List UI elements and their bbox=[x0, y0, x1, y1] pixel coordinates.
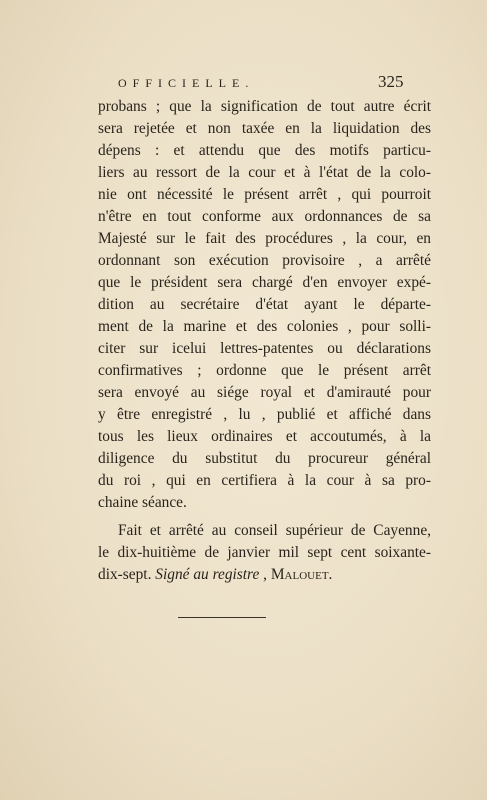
text-line: diligence du substitut du procureur général bbox=[98, 450, 431, 467]
text-line: Majesté sur le fait des procédures , la cour, en bbox=[98, 230, 431, 247]
signature-line bbox=[98, 564, 431, 586]
text-line: Fait et arrêté au conseil supérieur de Cayenne, bbox=[118, 522, 431, 539]
text-line: probans ; que la signification de tout autre écrit bbox=[98, 98, 431, 115]
text-line: dépens : et attendu que des motifs particu- bbox=[98, 142, 431, 159]
text-line: y être enregistré , lu , publié et affiché dans bbox=[98, 406, 431, 423]
text-line: ment de la marine et des colonies , pour solli- bbox=[98, 318, 431, 335]
text-line: ordonnant son exécution provisoire , a arrêté bbox=[98, 252, 431, 269]
running-head: OFFICIELLE. bbox=[118, 76, 255, 90]
body-text bbox=[98, 96, 431, 586]
paragraph-2 bbox=[98, 520, 431, 564]
page-header bbox=[0, 72, 487, 96]
text-line: sera envoyé au siége royal et d'amirauté pour bbox=[98, 384, 431, 401]
signature-separator: , bbox=[259, 566, 271, 583]
end-rule bbox=[178, 617, 266, 618]
text-line: liers au ressort de la cour et à l'état de la colo- bbox=[98, 164, 431, 181]
text-line: le dix-huitième de janvier mil sept cent soixante- bbox=[98, 544, 431, 561]
signatory-name: Malouet. bbox=[270, 566, 333, 583]
signed-register-text: Signé au registre bbox=[155, 566, 260, 583]
text-line: sera rejetée et non taxée en la liquidation des bbox=[98, 120, 431, 137]
page-number: 325 bbox=[378, 72, 404, 91]
text-line: n'être en tout conforme aux ordonnances de sa bbox=[98, 208, 431, 225]
date-end-text: dix-sept. bbox=[98, 566, 152, 583]
text-line: citer sur icelui lettres-patentes ou déclarations bbox=[98, 340, 431, 357]
text-line: dition au secrétaire d'état ayant le départe- bbox=[98, 296, 431, 313]
paragraph-1 bbox=[98, 96, 431, 514]
text-line: que le président sera chargé d'en envoyer expé- bbox=[98, 274, 431, 291]
text-line: du roi , qui en certifiera à la cour à sa pro- bbox=[98, 472, 431, 489]
text-line: chaine séance. bbox=[98, 494, 187, 511]
text-line: tous les lieux ordinaires et accoutumés, à la bbox=[98, 428, 431, 445]
text-line: confirmatives ; ordonne que le présent arrêt bbox=[98, 362, 431, 379]
text-line: nie ont nécessité le présent arrêt , qui pourroit bbox=[98, 186, 431, 203]
